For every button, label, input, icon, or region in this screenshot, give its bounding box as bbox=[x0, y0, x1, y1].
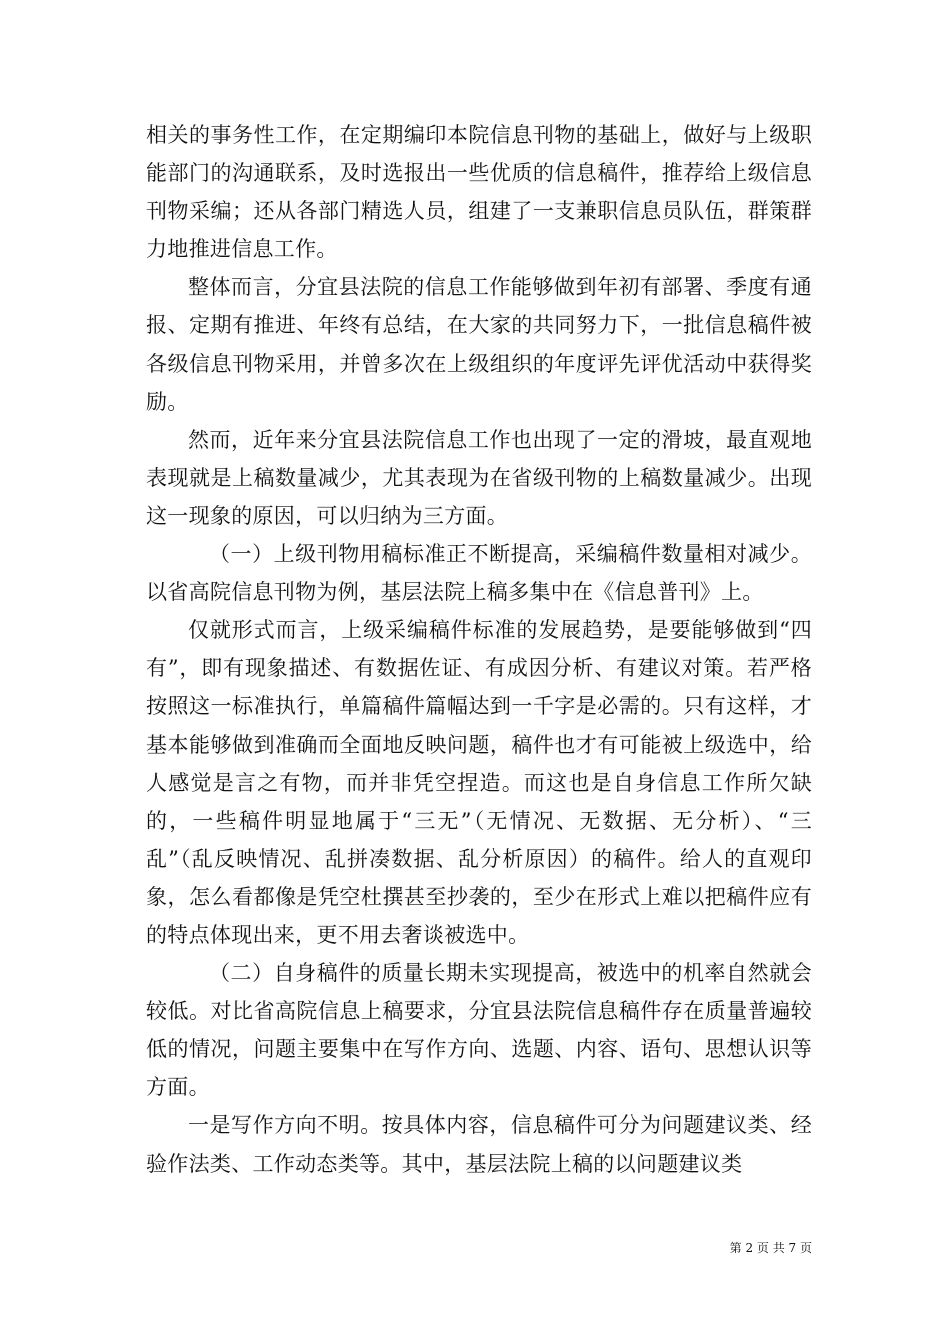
paragraph-4: （一）上级刊物用稿标准正不断提高，采编稿件数量相对减少。以省高院信息刊物为例，基层法院上稿多集中在《信息普刊》上。 bbox=[146, 542, 812, 605]
paragraph-6: （二）自身稿件的质量长期未实现提高，被选中的机率自然就会较低。对比省高院信息上稿要求，分宜县法院信息稿件存在质量普遍较低的情况，问题主要集中在写作方向、选题、内容、语句、思想认识等方面。 bbox=[146, 961, 812, 1100]
paragraph-1: 相关的事务性工作，在定期编印本院信息刊物的基础上，做好与上级职能部门的沟通联系，及时选报出一些优质的信息稿件，推荐给上级信息刊物采编；还从各部门精选人员，组建了一支兼职信息员队伍，群策群力地推进信息工作。 bbox=[146, 123, 812, 262]
paragraph-7: 一是写作方向不明。按具体内容，信息稿件可分为问题建议类、经验作法类、工作动态类等。其中，基层法院上稿的以问题建议类 bbox=[146, 1113, 812, 1176]
paragraph-2: 整体而言，分宜县法院的信息工作能够做到年初有部署、季度有通报、定期有推进、年终有总结，在大家的共同努力下，一批信息稿件被各级信息刊物采用，并曾多次在上级组织的年度评先评优活动中获得奖励。 bbox=[146, 275, 812, 414]
document-page bbox=[146, 116, 812, 1183]
paragraph-3: 然而，近年来分宜县法院信息工作也出现了一定的滑坡，最直观地表现就是上稿数量减少，尤其表现为在省级刊物的上稿数量减少。出现这一现象的原因，可以归纳为三方面。 bbox=[146, 427, 812, 528]
page-number-footer: 第 2 页 共 7 页 bbox=[729, 1241, 812, 1255]
paragraph-5: 仅就形式而言，上级采编稿件标准的发展趋势，是要能够做到“四有”，即有现象描述、有数据佐证、有成因分析、有建议对策。若严格按照这一标准执行，单篇稿件篇幅达到一千字是必需的。只有这样，才基本能够做到准确而全面地反映问题，稿件也才有可能被上级选中，给人感觉是言之有物，而并非凭空捏造。而这也是自身信息工作所欠缺的，一些稿件明显地属于“三无”（无情况、无数据、无分析）、“三乱”（乱反映情况、乱拼凑数据、乱分析原因）的稿件。给人的直观印象，怎么看都像是凭空杜撰甚至抄袭的，至少在形式上难以把稿件应有的特点体现出来，更不用去奢谈被选中。 bbox=[146, 618, 812, 947]
